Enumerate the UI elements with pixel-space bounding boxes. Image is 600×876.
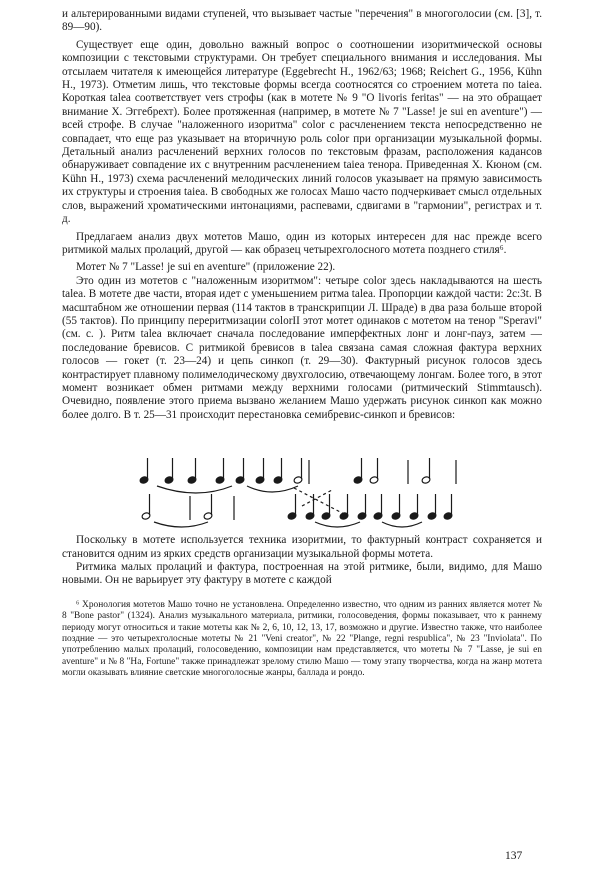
rhythm-example	[62, 422, 542, 534]
paragraph-4-heading: Мотет № 7 "Lasse! je sui en aventure" (приложение 22).	[76, 261, 336, 274]
paragraph-7: Ритмика малых пролаций и фактура, построенная на этой ритмике, были, видимо, для Машо новыми. Он не варьирует эту фактуру в мотете с каждой	[62, 561, 542, 587]
paragraph-5: Это один из мотетов с "наложенным изоритмом": четыре color здесь накладываются на шесть talea. В мотете две части, вторая идет с уменьшением ритма talea. Пропорции каждой части: 2c:3t. В масштабном же отношении первая (114 тактов в транскрипции Л. Шраде) в два раза больше второй (55 тактов). По принципу переритмизации colorII этот мотет одинаков с мотетом на тенор "Speravi" (см. с. ). Ритм talea включает сначала последование имперфектных лонг и лонг-пауз, затем — последование бревисов. С ритмикой бревисов в talea связана самая сложная фактура верхних голосов — гокет (т. 23—24) и цепь синкоп (т. 29—30). Фактурный рисунок голосов здесь контрастирует плавному полимелодическому двухголосию, отвечающему лонгам. Более того, в этот момент возникает обмен ритмами между верхними голосами (ритмический Stimmtausch). Очевидно, появление этого приема вызвано желанием Машо удержать рисунок синкоп как можно более долго. В т. 25—31 происходит перестановка семибревис-синкоп и бревисов:	[62, 274, 542, 421]
paragraph-2: Существует еще один, довольно важный вопрос о соотношении изоритмической основы композиции с текстовыми структурами. Он требует специального внимания и исследования. Мы отсылаем читателя к имеющейся литературе (Eggebrecht H., 1962/63; 1968; Reichert G., 1956, Kühn H., 1973). Отметим лишь, что текстовые формы всегда соотносятся со строением мотета по taiea. Короткая talea соответствует vers строфы (как в мотете № 9 "O livoris feritas" — на это обращает внимание Х. Эггебрехт). Более протяженная (например, в мотете № 7 "Lasse! je sui en aventure") — всей строфе. В случае "наложенного изоритма" color с расчленением текста непосредственно не совпадает, что еще раз указывает на вторичную роль color при организации музыкальной формы. Детальный анализ расчленений верхних голосов по текстовым фразам, расположения кадансов обнаруживает совпадение их с внутренним расчленением taiea тенора. Приведенная Х. Кюном (см. Kühn H., 1973) схема расчленений мелодических линий голосов указывает на прямую зависимость их структуры и строения taiea. В свободных же голосах Машо часто подчеркивает смысл отдельных слов, выражений хроматическими интонациями, распевами, сдвигами в "гармонии", регистрах и т. д.	[62, 38, 542, 226]
upper-voice-row	[139, 458, 456, 514]
footnote-6: ⁶ Хронология мотетов Машо точно не установлена. Определенно известно, что одним из ранних является мотет № 8 "Bone pastor" (1324). Анализ музыкального материала, ритмики, голосоведения, формы показывает, что к раннему периоду могут относиться и такие мотеты как № 2, 6, 10, 12, 13, 17, возможно и другие. Известно также, что наиболее поздние — это четырехголосные мотеты № 21 "Veni creator", № 22 "Plange, regni respublica", № 23 "Inviolata". По употреблению малых пролаций, голосоведению, композиции нам представляется, что мотеты № 7 "Lasse, je sui en aventure" и № 8 "Ha, Fortune" также принадлежат зрелому стилю Машо — тому этапу творчества, когда на жанр мотета могли оказывать влияние светские многоголосные жанры, баллада и рондо.	[62, 599, 542, 679]
footnote-block	[62, 600, 542, 680]
lower-voice-row	[141, 490, 453, 527]
page-text	[62, 8, 542, 680]
paragraph-1: и альтерированными видами ступеней, что вызывает частые "перечения" в многоголосии (см. [3], т. 89—90).	[62, 8, 542, 34]
rhythm-notation-figure	[62, 422, 542, 534]
paragraph-3: Предлагаем анализ двух мотетов Машо, один из которых интересен для нас прежде всего ритмикой малых пролаций, другой — как образец четырехголосного мотета позднего стиля⁶.	[62, 230, 542, 256]
page-number: 137	[505, 850, 523, 862]
paragraph-6: Поскольку в мотете используется техника изоритмии, то фактурный контраст сохраняется и становится одним из ярких средств организации музыкальной формы мотета.	[62, 534, 542, 560]
